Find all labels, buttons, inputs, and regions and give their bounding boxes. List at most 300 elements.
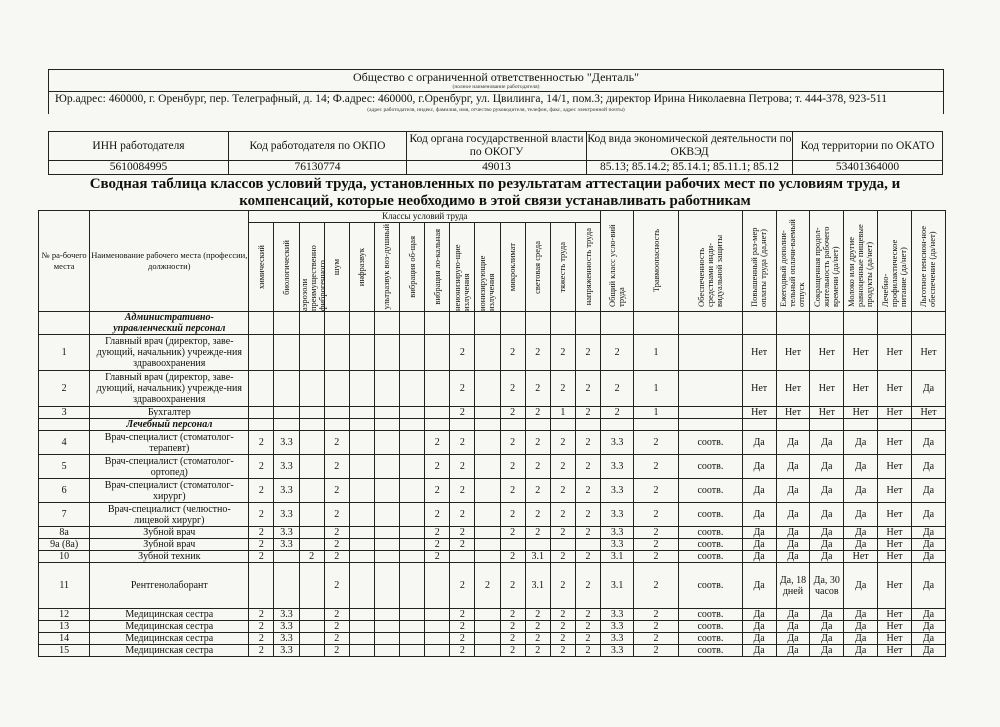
table-cell: Нет [878,539,912,551]
empty-cell [500,312,525,335]
table-cell: 3.3 [601,503,634,527]
column-header-extra [844,211,878,312]
table-cell: 2 [249,551,274,563]
table-cell: Да [844,609,878,621]
column-header-extra [601,211,634,312]
table-cell: Да [742,527,776,539]
table-cell [374,407,399,419]
table-cell [500,539,525,551]
table-cell [349,371,374,407]
table-cell: 2 [550,633,575,645]
table-cell: 2 [575,503,600,527]
table-cell: 1 [633,371,678,407]
table-cell [400,503,425,527]
table-cell: Да [911,431,945,455]
row-name: Рентгенолаборант [90,563,249,609]
table-cell [475,551,500,563]
table-cell: соотв. [679,563,743,609]
table-cell: Да [911,563,945,609]
table-cell [374,609,399,621]
table-cell [374,335,399,371]
empty-cell [475,419,500,431]
table-row [39,621,946,633]
empty-cell [810,312,844,335]
table-cell [679,407,743,419]
table-cell: 2 [324,563,349,609]
empty-cell [776,419,810,431]
codes-value-inn: 5610084995 [49,161,229,175]
table-cell [550,539,575,551]
table-cell: соотв. [679,479,743,503]
empty-cell [633,312,678,335]
table-cell [475,479,500,503]
table-cell: Нет [878,609,912,621]
row-number: 14 [39,633,90,645]
column-header-label: инфразвук [356,247,367,287]
table-cell: Да [844,503,878,527]
column-header-label: ионизирующие излучения [477,255,497,311]
column-header-extra [633,211,678,312]
empty-cell [525,419,550,431]
table-cell: 2 [425,479,450,503]
empty-cell [475,312,500,335]
table-cell: 2 [550,563,575,609]
table-cell: Нет [878,551,912,563]
table-cell: 2 [249,609,274,621]
table-cell: 2 [500,609,525,621]
table-cell [349,563,374,609]
table-cell: 2 [575,431,600,455]
table-cell: 3.1 [601,563,634,609]
table-cell [475,527,500,539]
column-header-factor [525,223,550,312]
table-cell: Да [776,621,810,633]
column-header-label: микроклимат [507,242,518,292]
empty-cell [911,419,945,431]
table-cell: Нет [810,335,844,371]
empty-cell [400,419,425,431]
column-header-extra [776,211,810,312]
employer-name-caption: (полное наименование работодателя) [452,84,540,90]
column-header-factor [298,223,327,312]
table-row [39,527,946,539]
table-cell: Да [742,539,776,551]
table-cell [299,479,324,503]
document-title: Сводная таблица классов условий труда, установленных по результатам аттестации рабочих мест по условиям труда, и компенсаций, которые необходимо в этой связи устанавливать работникам [89,176,901,209]
table-cell: Да [742,455,776,479]
employer-block [48,69,944,114]
table-cell: Да [810,527,844,539]
table-cell [475,455,500,479]
table-cell [475,621,500,633]
column-header-label: световая среда [532,240,543,294]
table-cell: Да [844,479,878,503]
table-cell [425,407,450,419]
table-cell: 2 [324,551,349,563]
row-number: 3 [39,407,90,419]
table-cell [299,431,324,455]
table-cell [349,407,374,419]
table-cell: 1 [550,407,575,419]
empty-cell [742,312,776,335]
column-header-factor [450,223,475,312]
table-cell: 2 [575,645,600,657]
table-cell [349,551,374,563]
row-name: Врач-специалист (челюстно-лицевой хирург) [90,503,249,527]
column-header-extra [679,211,743,312]
table-cell: Да [776,539,810,551]
table-cell: 3.1 [601,551,634,563]
column-header-label: тяжесть труда [557,241,568,293]
table-cell [374,539,399,551]
table-cell: 2 [500,335,525,371]
table-cell: 2 [633,621,678,633]
table-cell: Да [810,645,844,657]
row-number: 9а (8а) [39,539,90,551]
table-cell: Да [844,563,878,609]
table-cell [299,563,324,609]
table-cell: Да [844,527,878,539]
table-cell [349,479,374,503]
codes-header-okpo: Код работодателя по ОКПО [229,132,407,161]
empty-cell [550,419,575,431]
empty-cell [374,419,399,431]
column-header-label: Травмоопасность [650,229,661,293]
codes-table [48,131,943,175]
table-cell [450,551,475,563]
table-cell [400,527,425,539]
table-cell: 2 [601,371,634,407]
table-row [39,551,946,563]
table-cell: Да [911,503,945,527]
empty-cell [679,312,743,335]
table-cell: 2 [525,645,550,657]
table-cell [475,431,500,455]
table-cell: Нет [742,335,776,371]
table-cell: 2 [575,551,600,563]
table-cell: 2 [525,371,550,407]
table-cell: Да [810,455,844,479]
table-cell [374,563,399,609]
table-cell [374,621,399,633]
table-cell: Да [776,527,810,539]
table-cell [400,633,425,645]
table-cell [374,479,399,503]
column-header-factor [324,223,349,312]
table-cell: соотв. [679,633,743,645]
table-cell: Нет [878,479,912,503]
table-cell: Нет [844,335,878,371]
column-header-label: Льготное пенсион-ное обеспечение (да/нет) [918,225,938,307]
table-cell [349,455,374,479]
table-cell: 2 [633,563,678,609]
table-row [39,431,946,455]
row-number: 7 [39,503,90,527]
codes-header-inn: ИНН работодателя [49,132,229,161]
codes-header-okato: Код территории по ОКАТО [793,132,943,161]
section-spacer [39,312,90,335]
table-cell: 2 [633,479,678,503]
table-cell: 1 [633,407,678,419]
table-cell: 3.3 [601,431,634,455]
table-cell: Нет [776,407,810,419]
table-cell: 2 [525,609,550,621]
table-cell: 2 [525,633,550,645]
table-cell: 2 [575,527,600,539]
empty-cell [274,419,299,431]
empty-cell [679,419,743,431]
row-name: Медицинская сестра [90,609,249,621]
table-cell: 2 [500,371,525,407]
table-cell: Нет [810,407,844,419]
column-header-factor [550,223,575,312]
table-cell: Нет [844,407,878,419]
table-cell: Да [810,633,844,645]
row-name: Медицинская сестра [90,645,249,657]
table-cell: 2 [500,551,525,563]
empty-cell [374,312,399,335]
empty-cell [425,312,450,335]
table-cell [249,563,274,609]
table-cell: 3.3 [601,609,634,621]
table-cell: соотв. [679,527,743,539]
table-cell [425,371,450,407]
table-cell: 2 [500,455,525,479]
empty-cell [500,419,525,431]
table-cell [425,609,450,621]
table-row [39,609,946,621]
empty-cell [810,419,844,431]
table-cell: Да [810,609,844,621]
table-cell: соотв. [679,539,743,551]
table-cell: соотв. [679,609,743,621]
table-cell: 2 [249,527,274,539]
table-cell [274,551,299,563]
table-cell: 2 [575,479,600,503]
table-cell: 3.1 [525,551,550,563]
table-cell: Нет [878,431,912,455]
table-cell [324,407,349,419]
table-cell: Да [742,551,776,563]
table-cell: 2 [500,527,525,539]
table-cell: 2 [450,503,475,527]
table-cell [400,621,425,633]
table-cell: 3.3 [601,527,634,539]
table-cell [374,371,399,407]
table-cell [400,609,425,621]
column-header-factor [274,223,299,312]
table-cell [525,539,550,551]
row-number: 6 [39,479,90,503]
table-cell: 2 [324,431,349,455]
table-cell: 2 [450,645,475,657]
table-row [39,503,946,527]
table-cell: Нет [878,407,912,419]
employer-address-caption: (адрес работодателя, индекс, фамилия, имя, отчество руководителя, телефон, факс, адрес электронной почты) [367,107,625,113]
employer-name: Общество с ограниченной ответственностью "Денталь" [352,70,640,84]
section-title: Административно-управленческий персонал [90,312,249,335]
empty-cell [776,312,810,335]
table-cell [425,621,450,633]
table-cell: 2 [450,633,475,645]
table-cell: Нет [776,371,810,407]
table-cell: 2 [475,563,500,609]
empty-cell [324,419,349,431]
table-cell [475,539,500,551]
table-cell: 1 [633,335,678,371]
column-header-label: неионизирую-щие излучения [452,244,472,311]
table-cell: Да [911,371,945,407]
table-cell: 2 [550,621,575,633]
table-cell: Нет [844,371,878,407]
empty-cell [425,419,450,431]
row-name: Врач-специалист (стоматолог-ортопед) [90,455,249,479]
codes-value-okpo: 76130774 [229,161,407,175]
table-cell [400,371,425,407]
table-cell: 2 [575,563,600,609]
table-cell [425,645,450,657]
table-cell [249,371,274,407]
column-header-factor [500,223,525,312]
row-number: 8а [39,527,90,539]
section-row [39,419,946,431]
table-cell: Нет [911,335,945,371]
empty-cell [575,419,600,431]
section-row [39,312,946,335]
empty-cell [349,312,374,335]
table-cell: 2 [500,503,525,527]
table-cell [349,645,374,657]
table-row [39,407,946,419]
row-number: 1 [39,335,90,371]
table-cell: 2 [550,645,575,657]
table-cell: 2 [525,527,550,539]
table-cell: Да [844,539,878,551]
table-cell: Да [776,455,810,479]
table-cell: Да [911,645,945,657]
table-cell: 2 [324,539,349,551]
table-cell: Да [776,645,810,657]
table-cell: 2 [450,621,475,633]
table-cell [374,431,399,455]
table-cell [299,371,324,407]
table-cell: 2 [575,407,600,419]
table-cell [400,455,425,479]
empty-cell [324,312,349,335]
table-cell [299,503,324,527]
table-cell [249,335,274,371]
table-cell: 3.3 [274,645,299,657]
row-number: 13 [39,621,90,633]
table-cell: Да [742,633,776,645]
column-header-number: № ра-бочего места [39,211,90,312]
table-cell: 2 [500,645,525,657]
table-cell: Нет [878,503,912,527]
column-header-label: химический [255,245,266,289]
table-cell: 2 [525,479,550,503]
table-cell: 2 [324,479,349,503]
table-cell: 2 [324,455,349,479]
table-row [39,563,946,609]
table-cell: Нет [878,371,912,407]
codes-value-okved: 85.13; 85.14.2; 85.14.1; 85.11.1; 85.12 [587,161,793,175]
column-header-label: вибрация об-щая [406,236,417,298]
empty-cell [249,312,274,335]
table-cell: Да [776,633,810,645]
table-cell: 2 [575,609,600,621]
table-cell: соотв. [679,551,743,563]
row-number: 2 [39,371,90,407]
table-cell [425,563,450,609]
column-header-label: Сокращенная продол-жительность рабочего времени (да/нет) [812,226,841,307]
table-cell [374,633,399,645]
table-cell: Да [911,479,945,503]
table-cell: 2 [450,609,475,621]
table-cell: Нет [878,645,912,657]
table-cell [374,455,399,479]
column-header-label: Ежегодный дополни-тельный оплачи-ваемый отпуск [778,219,807,307]
empty-cell [274,312,299,335]
table-cell: 2 [525,455,550,479]
table-cell: Да [911,621,945,633]
table-cell: Нет [878,455,912,479]
table-cell: Да [911,551,945,563]
table-cell [299,455,324,479]
column-header-factor [374,223,399,312]
empty-cell [575,312,600,335]
table-cell: 3.3 [274,539,299,551]
table-cell [400,563,425,609]
table-cell: 2 [525,503,550,527]
table-cell: 2 [575,335,600,371]
column-header-factor [575,223,600,312]
table-cell: 2 [575,621,600,633]
table-cell: Да [911,527,945,539]
empty-cell [299,419,324,431]
table-cell [400,407,425,419]
row-name: Зубной врач [90,539,249,551]
table-cell: 3.3 [274,503,299,527]
table-cell [299,335,324,371]
table-cell: Да [844,621,878,633]
table-cell [274,335,299,371]
row-number: 12 [39,609,90,621]
table-cell [475,371,500,407]
row-number: 4 [39,431,90,455]
table-cell: Да [844,633,878,645]
table-cell [679,371,743,407]
table-cell: Да [844,645,878,657]
table-cell: 2 [450,335,475,371]
column-header-label: Повышенный раз-мер оплаты труда (да,нет) [749,227,769,307]
table-cell: Да [742,431,776,455]
table-cell: Да [911,539,945,551]
table-cell: Да [911,633,945,645]
column-header-extra [911,211,945,312]
table-cell: 2 [500,621,525,633]
table-cell: 2 [633,431,678,455]
empty-cell [844,419,878,431]
row-number: 15 [39,645,90,657]
table-cell: 2 [249,645,274,657]
table-cell: Да [810,551,844,563]
column-header-label: ультразвук воз-душный [381,224,392,310]
empty-cell [450,312,475,335]
table-cell: 2 [450,527,475,539]
table-cell [400,645,425,657]
table-cell: Да [742,479,776,503]
row-name: Врач-специалист (стоматолог-хирург) [90,479,249,503]
